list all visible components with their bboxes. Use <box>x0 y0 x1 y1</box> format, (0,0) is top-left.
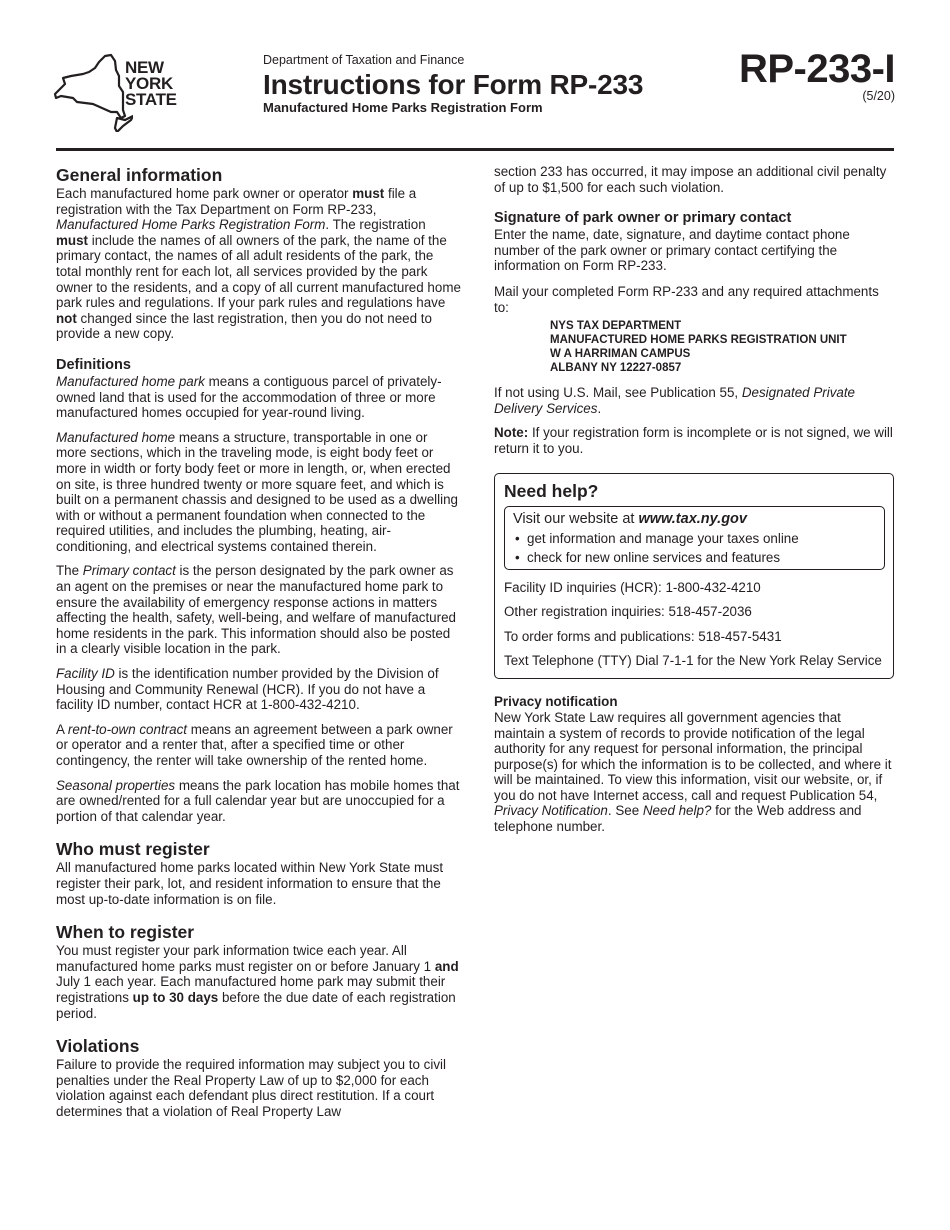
privacy-paragraph: New York State Law requires all government agencies that maintain a system of records to provide notification of the legal authority for any request for personal information, the principal purpose(s) for which the information is to be collected, and where it will be maintained. To view this information, visit our website, or, if you do not have Internet access, call and request Publication 54, Privacy Notification. See Need help? for the Web address and telephone number. <box>494 709 892 835</box>
form-number: RP-233-I <box>738 47 895 91</box>
website-link[interactable]: www.tax.ny.gov <box>638 510 747 527</box>
website-bullet: • check for new online services and features <box>513 548 876 567</box>
mail-paragraph: Mail your completed Form RP-233 and any required attachments to: <box>494 283 879 315</box>
signature-paragraph: Enter the name, date, signature, and daytime contact phone number of the park owner or primary contact certifying the information on Form RP-233. <box>494 227 850 274</box>
help-line-registration: Other registration inquiries: 518-457-2036 <box>504 604 752 620</box>
definition-facility-id: Facility ID is the identification number provided by the Division of Housing and Community Renewal (HCR). If you do not have a facility ID number, contact HCR at 1-800-432-4210. <box>56 666 439 713</box>
nys-logo <box>53 52 188 134</box>
general-paragraph: Each manufactured home park owner or operator must file a registration with the Tax Department on Form RP-233, Manufactured Home Parks Registration Form. The registration must include the names of all owners of the park, the name of the primary contact, the names of all adult residents of the park, the total monthly rent for each lot, all services provided by the park owner to the residents, and a copy of all current manufactured home park rules and regulations. If your park rules and regulations have not changed since the last registration, then you do not need to provide a new copy. <box>56 186 461 342</box>
definition-manufactured-home: Manufactured home means a structure, transportable in one or more sections, which in the traveling mode, is eight body feet or more in width or forty body feet or more in length, or, when erected on site, is three hundred twenty or more square feet, and which is built on a permanent chassis and designed to be used as a dwelling with or without a permanent foundation when connected to the required utilities, and includes the plumbing, heating, air-conditioning, and electrical systems contained therein. <box>56 429 458 554</box>
violations-heading: Violations <box>56 1036 140 1057</box>
right-column <box>494 164 894 844</box>
page-subtitle: Manufactured Home Parks Registration Form <box>263 100 543 115</box>
definition-rent-to-own: A rent-to-own contract means an agreement between a park owner or operator and a renter that, after a specified time or other contingency, the renter will take ownership of the rented home. <box>56 721 453 768</box>
violations-continued: section 233 has occurred, it may impose an additional civil penalty of up to $1,500 for each such violation. <box>494 164 887 195</box>
need-help-box <box>494 473 894 679</box>
mailing-address: NYS TAX DEPARTMENT MANUFACTURED HOME PARKS REGISTRATION UNIT W A HARRIMAN CAMPUS ALBANY NY 12227-0857 <box>550 320 847 375</box>
who-heading: Who must register <box>56 839 210 860</box>
page-header <box>0 0 950 150</box>
left-column <box>56 164 461 1129</box>
definition-primary-contact: The Primary contact is the person designated by the park owner as an agent on the premises or near the manufactured home park to ensure the availability of emergency response actions in matters affecting the health, safety, well-being, and welfare of manufactured home residents in the park. This information should also be posted in a clearly visible location in the park. <box>56 563 456 657</box>
header-divider <box>56 148 894 151</box>
need-help-heading: Need help? <box>504 480 599 501</box>
violations-paragraph: Failure to provide the required information may subject you to civil penalties under the Real Property Law of up to $2,000 for each violation against each defendant plus direct restitution. If a court determines that a violation of Real Property Law <box>56 1057 447 1119</box>
logo-text-state: STATE <box>125 90 177 109</box>
definition-seasonal-properties: Seasonal properties means the park location has mobile homes that are owned/rented for a full calendar year but are unoccupied for a portion of that calendar year. <box>56 777 460 824</box>
who-paragraph: All manufactured home parks located within New York State must register their park, lot, and resident information to ensure that the most up-to-date information is on file. <box>56 860 444 907</box>
website-bullet: • get information and manage your taxes online <box>513 529 876 548</box>
logo-text-new: NEW <box>125 58 164 77</box>
department-name: Department of Taxation and Finance <box>263 53 465 67</box>
definition-manufactured-home-park: Manufactured home park means a contiguous parcel of privately-owned land that is used for the accommodation of three or more manufactured homes occupied for year-round living. <box>56 373 442 421</box>
when-heading: When to register <box>56 922 195 943</box>
logo-text-york: YORK <box>125 74 173 93</box>
new-york-state-map-icon <box>53 52 133 132</box>
note-paragraph: Note: If your registration form is incomplete or is not signed, we will return it to you. <box>494 425 893 456</box>
page-title: Instructions for Form RP-233 <box>263 69 644 100</box>
help-line-tty: Text Telephone (TTY) Dial 7-1-1 for the New York Relay Service <box>504 653 882 669</box>
help-line-forms: To order forms and publications: 518-457-5431 <box>504 628 782 644</box>
website-prefix: Visit our website at <box>513 510 639 527</box>
publication-55-paragraph: If not using U.S. Mail, see Publication 55, Designated Private Delivery Services. <box>494 385 855 416</box>
when-paragraph: You must register your park information twice each year. All manufactured home parks must register on or before January 1 and July 1 each year. Each manufactured home park may submit their registrations up to 30 days before the due date of each registration period. <box>56 943 459 1021</box>
revision-date: (5/20) <box>862 89 895 103</box>
general-heading: General information <box>56 165 223 185</box>
help-line-facility-id: Facility ID inquiries (HCR): 1-800-432-4210 <box>504 579 761 595</box>
website-box <box>504 506 885 570</box>
definitions-heading: Definitions <box>56 356 131 373</box>
privacy-heading: Privacy notification <box>494 693 618 709</box>
signature-heading: Signature of park owner or primary contact <box>494 210 792 227</box>
